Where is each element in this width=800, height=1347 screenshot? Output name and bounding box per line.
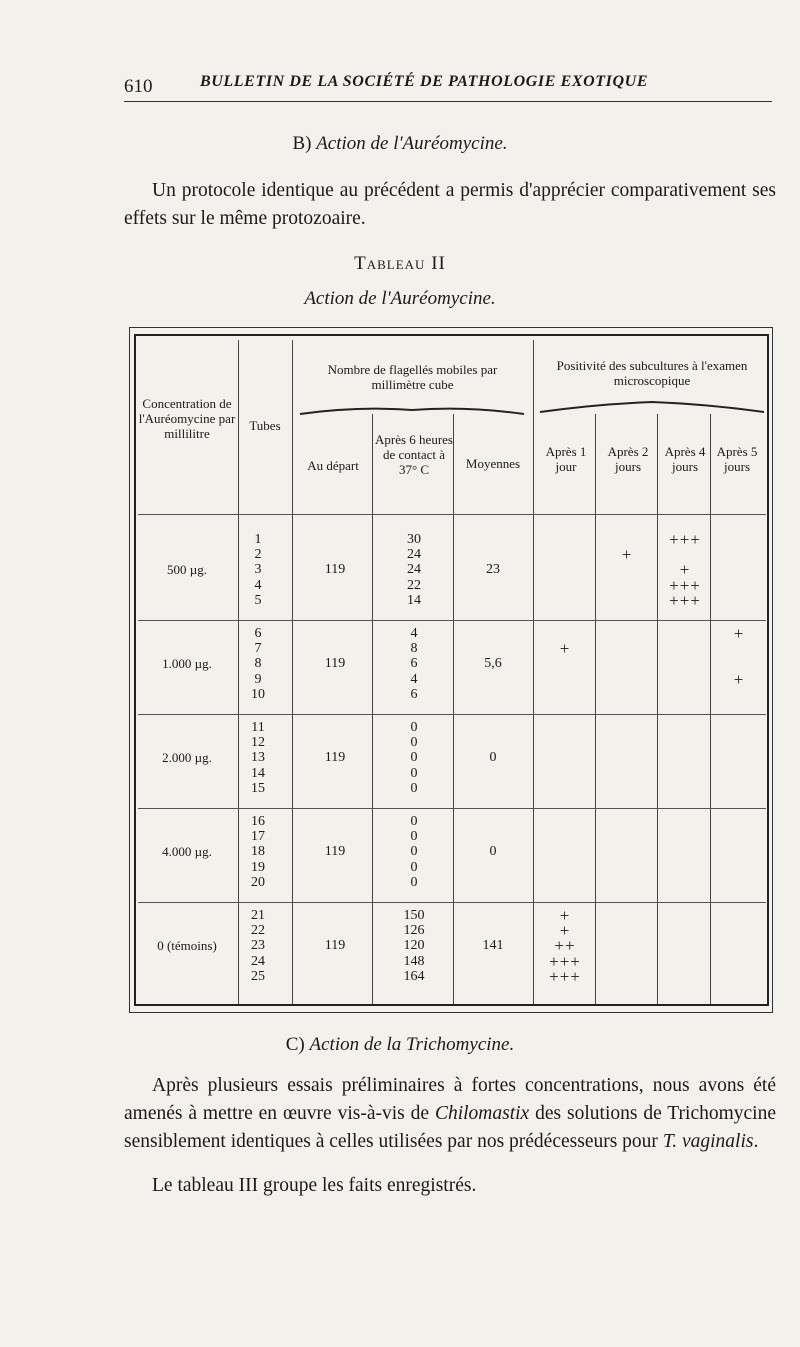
tube-number: 7 — [254, 641, 262, 657]
header-apres-2: Après 2 jours — [607, 444, 649, 474]
tube-number: 1 — [254, 532, 262, 547]
au-depart-cell: 119 — [324, 750, 346, 766]
apres-6h-count: 4 — [410, 626, 418, 641]
tube-number: 2 — [254, 547, 262, 563]
tube-number: 5 — [254, 592, 262, 608]
table-label: Tableau II — [354, 253, 446, 274]
flagelles-brace — [298, 404, 526, 418]
column-rule — [657, 414, 658, 1004]
j1-result: + — [559, 921, 571, 941]
header-concentration: Concentration de l'Auréomycine par millilitre — [138, 396, 236, 441]
moyenne-cell: 23 — [486, 562, 500, 578]
apres-6h-count: 8 — [410, 641, 418, 657]
tube-number: 16 — [251, 814, 265, 829]
section-c-paragraph: Après plusieurs essais préliminaires à fortes concentrations, nous avons été amenés à mettre en œuvre vis-à-vis de Chilomastix des solutions de Trichomycine sensiblement identiques à celles utilisées par nos prédécesseurs pour T. vaginalis. — [124, 1075, 776, 1152]
concentration-cell: 1.000 µg. — [162, 656, 212, 672]
j4-result: +++ — [669, 590, 701, 610]
column-rule — [372, 414, 373, 1004]
j4-result: + — [679, 560, 691, 580]
moyenne-cell: 0 — [489, 844, 497, 860]
tube-number: 11 — [251, 720, 265, 735]
apres-6h-count: 30 — [407, 532, 421, 547]
j4-result: +++ — [669, 530, 701, 549]
apres-6h-count: 0 — [410, 720, 418, 735]
column-rule — [710, 414, 711, 1004]
moyenne-cell: 5,6 — [484, 656, 502, 672]
tube-number: 25 — [251, 968, 265, 984]
tube-number: 21 — [251, 908, 265, 923]
concentration-cell: 2.000 µg. — [162, 750, 212, 766]
section-b-heading: Action de l'Auréomycine. — [316, 133, 508, 154]
apres-6h-count: 0 — [410, 750, 418, 766]
apres-6h-count: 14 — [407, 592, 421, 608]
apres-6h-count: 24 — [407, 547, 421, 563]
apres-6h-count: 0 — [410, 844, 418, 860]
column-rule — [238, 340, 239, 1004]
tube-number: 24 — [251, 953, 265, 969]
j1-result: +++ — [549, 951, 581, 971]
header-apres-6h: Après 6 heures de contact à 37° C — [375, 432, 453, 477]
apres-6h-count: 0 — [410, 859, 418, 875]
apres-6h-count: 24 — [407, 562, 421, 578]
apres-6h-count: 22 — [407, 577, 421, 593]
apres-6h-count: 6 — [410, 656, 418, 672]
tube-number: 3 — [254, 562, 262, 578]
row-group-rule — [138, 902, 766, 903]
j1-result: + — [559, 906, 571, 925]
tube-number: 20 — [251, 874, 265, 890]
tube-number: 13 — [251, 750, 265, 766]
apres-6h-count: 148 — [403, 953, 425, 969]
au-depart-cell: 119 — [324, 656, 346, 672]
au-depart-cell: 119 — [324, 844, 346, 860]
apres-6h-count: 0 — [410, 874, 418, 890]
journal-title: BULLETIN DE LA SOCIÉTÉ DE PATHOLOGIE EXOTIQUE — [200, 73, 649, 90]
moyenne-cell: 0 — [489, 750, 497, 766]
table-title: Action de l'Auréomycine. — [304, 288, 496, 309]
genus-chilomastix: Chilomastix — [434, 1103, 530, 1124]
apres-6h-count: 150 — [403, 908, 425, 923]
section-c-closing: Le tableau III groupe les faits enregistrés. — [152, 1175, 477, 1196]
apres-6h-count: 4 — [410, 671, 418, 687]
tube-number: 23 — [251, 938, 265, 954]
tube-number: 10 — [251, 686, 265, 702]
concentration-cell: 500 µg. — [167, 562, 207, 578]
concentration-cell: 4.000 µg. — [162, 844, 212, 860]
page-number: 610 — [124, 76, 153, 97]
section-c-label: C) — [285, 1034, 305, 1055]
positivite-brace — [538, 400, 766, 414]
column-rule — [292, 340, 293, 1004]
j1-result: + — [559, 639, 571, 659]
header-tubes: Tubes — [249, 418, 281, 433]
j1-result: +++ — [549, 966, 581, 986]
tube-number: 22 — [251, 923, 265, 939]
au-depart-cell: 119 — [324, 938, 346, 954]
tube-number: 9 — [254, 671, 262, 687]
header-au-depart: Au départ — [307, 458, 359, 473]
j5-result: + — [733, 624, 745, 643]
section-c-title — [0, 1034, 800, 1056]
apres-6h-count: 0 — [410, 765, 418, 781]
species-t-vaginalis: T. vaginalis — [662, 1131, 754, 1152]
tube-number: 19 — [251, 859, 265, 875]
apres-6h-count: 0 — [410, 829, 418, 845]
header-apres-4: Après 4 jours — [664, 444, 706, 474]
apres-6h-count: 0 — [410, 814, 418, 829]
header-rule — [124, 101, 772, 102]
header-apres-1: Après 1 jour — [545, 444, 587, 474]
row-group-rule — [138, 620, 766, 621]
apres-6h-count: 126 — [403, 923, 425, 939]
tube-number: 18 — [251, 844, 265, 860]
row-group-rule — [138, 514, 766, 515]
tube-number: 15 — [251, 780, 265, 796]
j4-result: +++ — [669, 575, 701, 595]
section-b-label: B) — [292, 133, 312, 154]
section-b-title — [0, 133, 800, 155]
header-moyennes: Moyennes — [465, 456, 521, 471]
tube-number: 8 — [254, 656, 262, 672]
j2-result: + — [621, 545, 633, 565]
au-depart-cell: 119 — [324, 562, 346, 578]
header-positivite-group: Positivité des subcultures à l'examen microscopique — [556, 358, 748, 388]
apres-6h-count: 0 — [410, 735, 418, 751]
j5-result: + — [733, 669, 745, 689]
row-group-rule — [138, 808, 766, 809]
section-b-paragraph: Un protocole identique au précédent a permis d'apprécier comparativement ses effets sur le même protozoaire. — [124, 180, 776, 229]
column-rule — [453, 414, 454, 1004]
section-c-heading: Action de la Trichomycine. — [309, 1034, 515, 1055]
tube-number: 14 — [251, 765, 265, 781]
apres-6h-count: 0 — [410, 780, 418, 796]
moyenne-cell: 141 — [482, 938, 504, 954]
tube-number: 6 — [254, 626, 262, 641]
tube-number: 17 — [251, 829, 265, 845]
tube-number: 12 — [251, 735, 265, 751]
tube-number: 4 — [254, 577, 262, 593]
column-rule — [533, 340, 534, 1004]
concentration-cell: 0 (témoins) — [157, 938, 217, 954]
header-flagelles-group: Nombre de flagellés mobiles par millimètre cube — [327, 362, 498, 392]
apres-6h-count: 164 — [403, 968, 425, 984]
j1-result: ++ — [554, 936, 576, 956]
apres-6h-count: 120 — [403, 938, 425, 954]
row-group-rule — [138, 714, 766, 715]
header-apres-5: Après 5 jours — [716, 444, 758, 474]
apres-6h-count: 6 — [410, 686, 418, 702]
